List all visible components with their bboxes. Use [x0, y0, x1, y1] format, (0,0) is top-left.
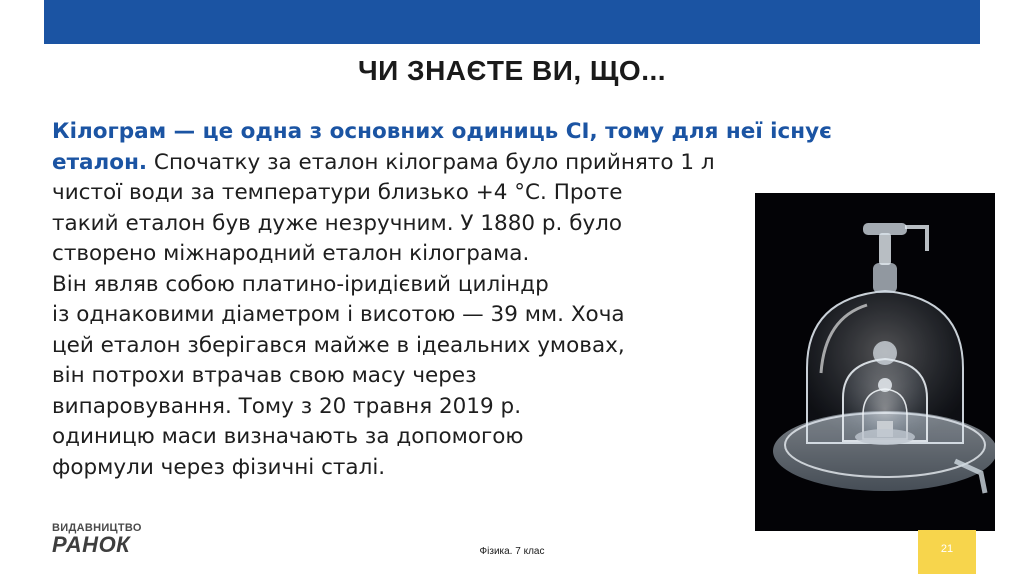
bell-jar-illustration	[755, 193, 995, 531]
line-text: чистої води за температури близько +4 °С. Проте	[52, 180, 623, 205]
highlight-text: Кілограм — це одна з основних одиниць СІ, тому для неї існує	[52, 119, 832, 144]
line-text: створено міжнародний еталон кілограма.	[52, 241, 530, 266]
line-text: випаровування. Тому з 20 травня 2019 р.	[52, 393, 522, 419]
line-text: цей еталон зберігався майже в ідеальних умовах,	[52, 332, 625, 358]
text-line	[52, 117, 987, 148]
logo-small-text: ВИДАВНИЦТВО	[52, 522, 142, 534]
line-text: із однаковими діаметром і висотою — 39 мм. Хоча	[52, 302, 625, 327]
text-line	[52, 148, 987, 179]
slide-title: ЧИ ЗНАЄТЕ ВИ, ЩО...	[357, 55, 667, 86]
page-number: 21	[940, 543, 954, 555]
line-text: він потрохи втрачав свою масу через	[52, 363, 477, 388]
page-number-badge	[918, 530, 976, 574]
highlight-text: еталон.	[52, 149, 148, 175]
course-label: Фізика. 7 клас	[479, 546, 545, 557]
logo-big-text: РАНОК	[52, 532, 131, 557]
line-text: такий еталон був дуже незручним. У 1880 р. було	[52, 210, 623, 236]
line-text: одиницю маси визначають за допомогою	[52, 424, 524, 449]
line-text: Спочатку за еталон кілограма було прийнято 1 л	[147, 149, 715, 175]
line-text: формули через фізичні сталі.	[52, 454, 386, 480]
header-bar	[44, 0, 980, 44]
kilogram-prototype-photo	[755, 193, 995, 531]
line-text: Він являв собою платино-іридієвий циліндр	[52, 271, 549, 297]
